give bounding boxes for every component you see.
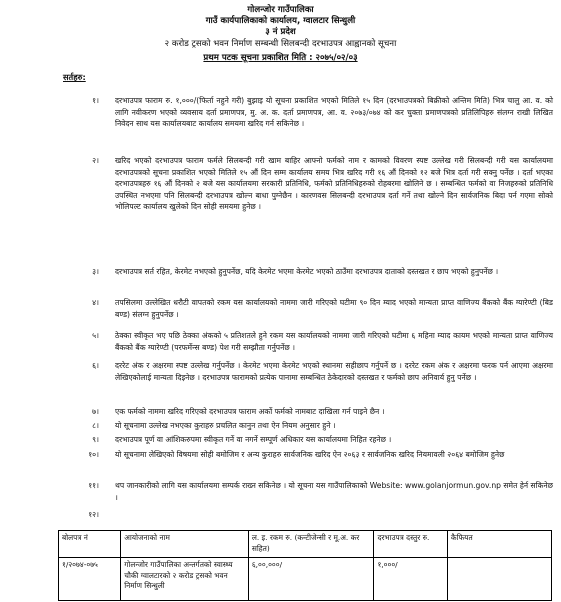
condition-item <box>63 420 553 432</box>
item-number: ६। <box>92 361 99 370</box>
col-project-name: आयोजनाको नाम <box>121 531 249 558</box>
col-bid-number: बोलपत्र नं <box>59 531 121 558</box>
condition-item <box>63 449 553 461</box>
org-name: गोलन्जोर गाउँपालिका <box>247 5 314 15</box>
item-text: दरभाउपत्र फाराम रु. १,०००/(फिर्ता नहुने गरी) बुझाइ यो सूचना प्रकाशित भएको मितिले १५ दिन (दरभाउपत्रको बिक्रीको अन्तिम मिति) भित्र चालु आ. व. को लागि नवीकरण भएको व्यवसाय दर्ता प्रमाणपत्र, मु. अ. क. दर्ता प्रमाणपत्र, आ. व. २०७३/०७४ को कर चुक्ता प्रमाणपत्रको प्रतिलिपिहरु संलग्न राखी लिखित निवेदन साथ यस कार्यालयबाट कार्यालय समयमा खरिद गर्न सकिनेछ । <box>115 96 553 128</box>
conditions-title: सर्तहरु: <box>63 72 86 82</box>
item-number: २। <box>92 156 99 165</box>
item-number: ३। <box>92 267 99 276</box>
notice-title: २ करोड ट्रसको भवन निर्माण सम्बन्धी सिलबन्दी दरभाउपत्र आह्वानको सूचना <box>164 39 397 49</box>
item-text: दरभाउपत्र सर्त रहित, केरमेट नभएको हुनुपर्नेछ, यदि केरमेट भएमा केरमेट भएको ठाउँमा दरभाउपत्र दाताको दस्तखत र छाप भएको हुनुपर्नेछ । <box>115 267 499 276</box>
condition-item <box>63 297 553 320</box>
cell-remarks <box>447 558 551 601</box>
cell-project-name: गोलन्जोर गाउँपालिका अन्तर्गतको स्वास्थ्य चौकी ग्वालटारको २ करोड ट्रसको भवन निर्माण सिन्धुली <box>121 558 249 601</box>
item-text: थप जानकारीको लागि यस कार्यालयमा सम्पर्क राख्न सकिनेछ । यो सूचना यस गाउँपालिकाको Website: www.golanjormun.gov.np समेत हेर्न सकिनेछ । <box>115 481 553 502</box>
condition-item <box>63 406 553 418</box>
cell-estimate-amount: ६,००,०००/ <box>248 558 374 601</box>
province: ३ नं प्रदेश <box>265 27 296 37</box>
condition-item <box>63 434 553 446</box>
condition-item <box>63 360 553 383</box>
condition-item <box>63 266 553 278</box>
office-name: गाउँ कार्यपालिकाको कार्यालय, ग्वालटार सिन्धुली <box>205 16 356 26</box>
item-text: खरिद भएको दरभाउपत्र फाराम फर्मले सिलबन्दी गरी खाम बाहिर आफ्नो फर्मको नाम र कामको विवरण स्पष्ट उल्लेख गरी सिलबन्दी गरी यस कार्यालयमा दरभाउपत्रको सूचना प्रकाशित भएको मितिले १५ औं दिन सम्म कार्यालय समय भित्र खरिद गरी १६ औं दिनको १२ बजे भित्र दर्ता गरी सक्नु पर्नेछ । दर्ता भएका दरभाउपत्रहरु १६ औं दिनको २ बजे यस कार्यालयमा सरकारी प्रतिनिधि, फर्मको प्रतिनिधिहरुको रोहबरमा खोलिने छ । सम्बन्धित फर्मको वा निजहरुको प्रतिनिधि उपस्थित नभएमा पनि सिलबन्दी दरभाउपत्र खोल्न बाधा पुग्नेछैन । कारणवस सिलबन्दी दरभाउपत्र दर्ता गर्ने तथा खोल्ने दिन सार्वजनिक बिदा पर्न गएमा सोको भोलिपल्ट कार्यालय खुलेको दिन सोही समयमा हुनेछ । <box>115 156 553 211</box>
item-text: दररेट अंक र अक्षरमा स्पष्ट उल्लेख गर्नुपर्नेछ । केरमेट भएमा केरमेट भएको स्थानमा सहीछाप गर्नुपर्ने छ । दररेट रकम अंक र अक्षरमा फरक पर्न आएमा अक्षरमा लेखिएकोलाई मान्यता दिइनेछ । दरभाउपत्र फारामको प्रत्येक पानामा सम्बन्धित ठेकेदारको दस्तखत र फर्मको छाप अनिवार्य हुनु पर्नेछ । <box>115 361 553 382</box>
condition-item <box>63 95 553 130</box>
item-text: ठेक्का स्वीकृत भए पछि ठेक्का अंकको ५ प्रतिशतले हुने रकम यस कार्यालयको नाममा जारी गरिएको घटीमा ६ महिना म्याद कायम भएको मान्यता प्राप्त वाणिज्य बैंकको बैंक ग्यारेण्टी (परफर्मेन्स बण्ड) पेश गरी सम्झौता गर्नुपर्नेछ । <box>115 331 553 352</box>
table-row <box>59 558 552 601</box>
item-number: १०। <box>88 450 99 459</box>
item-number: ११। <box>88 481 99 490</box>
col-remarks: कैफियत <box>447 531 551 558</box>
item-number: ८। <box>92 421 99 430</box>
tender-table <box>58 530 552 601</box>
item-number: १। <box>92 96 99 105</box>
item-number: १२। <box>88 510 99 519</box>
col-bid-fee: दरभाउपत्र दस्तुर रु. <box>374 531 447 558</box>
item-text: दरभाउपत्र पूर्ण वा आंशिकरुपमा स्वीकृत गर्ने वा नगर्ने सम्पूर्ण अधिकार यस कार्यालयमा निहित रहनेछ । <box>115 435 392 444</box>
item-number: ९। <box>92 435 99 444</box>
item-text: एक फर्मको नाममा खरिद गरिएको दरभाउपत्र फाराम अर्को फर्मको नामबाट दाखिला गर्न पाइने छैन । <box>115 407 385 416</box>
item-number: ५। <box>92 331 99 340</box>
publish-date: प्रथम पटक सूचना प्रकाशित मिति : २०७५/०२/०३ <box>203 53 358 63</box>
condition-item <box>63 480 553 503</box>
condition-item <box>63 330 553 353</box>
item-text: यो सूचनामा लेखिएको विषयमा सोही बमोजिम र अन्य कुराहरु सार्वजनिक खरिद ऐन २०६३ र सार्वजनिक खरिद नियमावली २०६४ बमोजिम हुनेछ <box>115 450 505 459</box>
item-text: तपसिलमा उल्लेखित धरौटी वापतको रकम यस कार्यालयको नाममा जारी गरिएको घटीमा ९० दिन म्याद भएको मान्यता प्राप्त वाणिज्य बैंकको बैंक ग्यारेण्टी (बिड बण्ड) संलग्न हुनुपर्नेछ । <box>115 298 553 319</box>
item-text: यो सूचनामा उल्लेख नभएका कुराहरु प्रचलित कानुन तथा ऐन नियम अनुसार हुने । <box>115 421 336 430</box>
condition-item <box>63 155 553 213</box>
item-number: ७। <box>92 407 99 416</box>
col-estimate-amount: ल. इ. रकम रु. (कन्टीजेन्सी र मू.अ. कर सहित) <box>248 531 374 558</box>
item-number: ४। <box>92 298 99 307</box>
cell-bid-fee: १,०००/ <box>374 558 447 601</box>
cell-bid-number: १/२०७४-०७५ <box>59 558 121 601</box>
table-header-row <box>59 531 552 558</box>
